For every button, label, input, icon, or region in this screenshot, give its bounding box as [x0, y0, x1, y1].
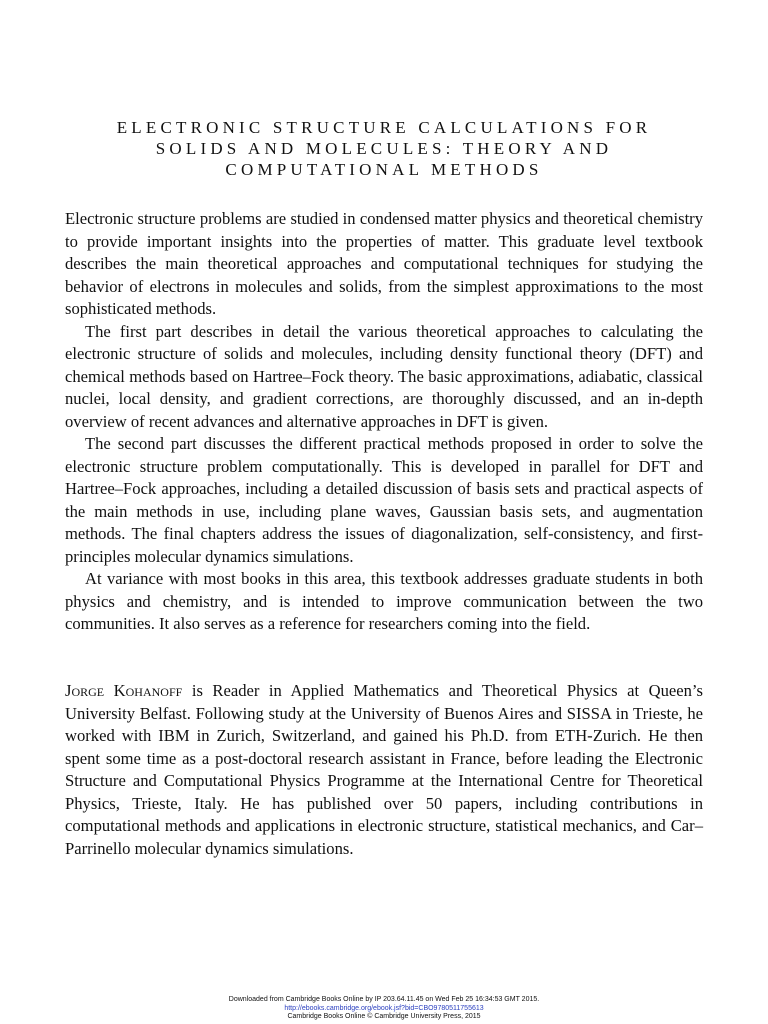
author-bio	[65, 680, 703, 860]
ebook-link[interactable]: http://ebooks.cambridge.org/ebook.jsf?bid=CBO9780511755613	[284, 1004, 484, 1012]
description-paragraph-4: At variance with most books in this area, this textbook addresses graduate students in both physics and chemistry, and is intended to improve communication between the two communities. It also serves as a reference for researchers coming into the field.	[65, 569, 703, 633]
book-title-line-1: ELECTRONIC STRUCTURE CALCULATIONS FOR	[116, 118, 652, 137]
download-notice: Downloaded from Cambridge Books Online by IP 203.64.11.45 on Wed Feb 25 16:34:53 GMT 2015.	[228, 996, 540, 1003]
description-paragraph-1: Electronic structure problems are studied in condensed matter physics and theoretical chemistry to provide important insights into the properties of matter. This graduate level textbook describes the main theoretical approaches and computational techniques for studying the behavior of electrons in molecules and solids, from the simplest approximations to the most sophisticated methods.	[65, 209, 703, 318]
copyright-notice: Cambridge Books Online © Cambridge University Press, 2015	[287, 1013, 481, 1020]
author-bio-text: is Reader in Applied Mathematics and Theoretical Physics at Queen’s University Belfast. Following study at the University of Buenos Aires and SISSA in Trieste, he worked with IBM in Zurich, Switzerland, and gained his Ph.D. from ETH-Zurich. He then spent some time as a post-doctoral research assistant in France, before leading the Electronic Structure and Computational Physics Programme at the International Centre for Theoretical Physics, Trieste, Italy. He has published over 50 papers, including contributions in computational methods and applications in electronic structure, statistical mechanics, and Car–Parrinello molecular dynamics simulations.	[65, 681, 703, 858]
book-title-line-3: COMPUTATIONAL METHODS	[225, 160, 543, 179]
download-footer	[0, 996, 768, 1022]
description-paragraph-2: The first part describes in detail the various theoretical approaches to calculating the electronic structure of solids and molecules, including density functional theory (DFT) and chemical methods based on Hartree–Fock theory. The basic approximations, adiabatic, classical nuclei, local density, and gradient corrections, are thoroughly discussed, and an in-depth overview of recent advances and alternative approaches in DFT is given.	[65, 321, 703, 431]
book-description	[65, 208, 703, 636]
book-title	[64, 117, 704, 180]
description-paragraph-3: The second part discusses the different practical methods proposed in order to solve the electronic structure problem computationally. This is developed in parallel for DFT and Hartree–Fock approaches, including a detailed discussion of basis sets and practical aspects of the main methods in use, including plane waves, Gaussian basis sets, and augmentation methods. The final chapters address the issues of diagonalization, self-consistency, and first-principles molecular dynamics simulations.	[65, 434, 703, 566]
book-title-line-2: SOLIDS AND MOLECULES: THEORY AND	[155, 139, 613, 158]
author-name: Jorge Kohanoff	[65, 681, 183, 700]
